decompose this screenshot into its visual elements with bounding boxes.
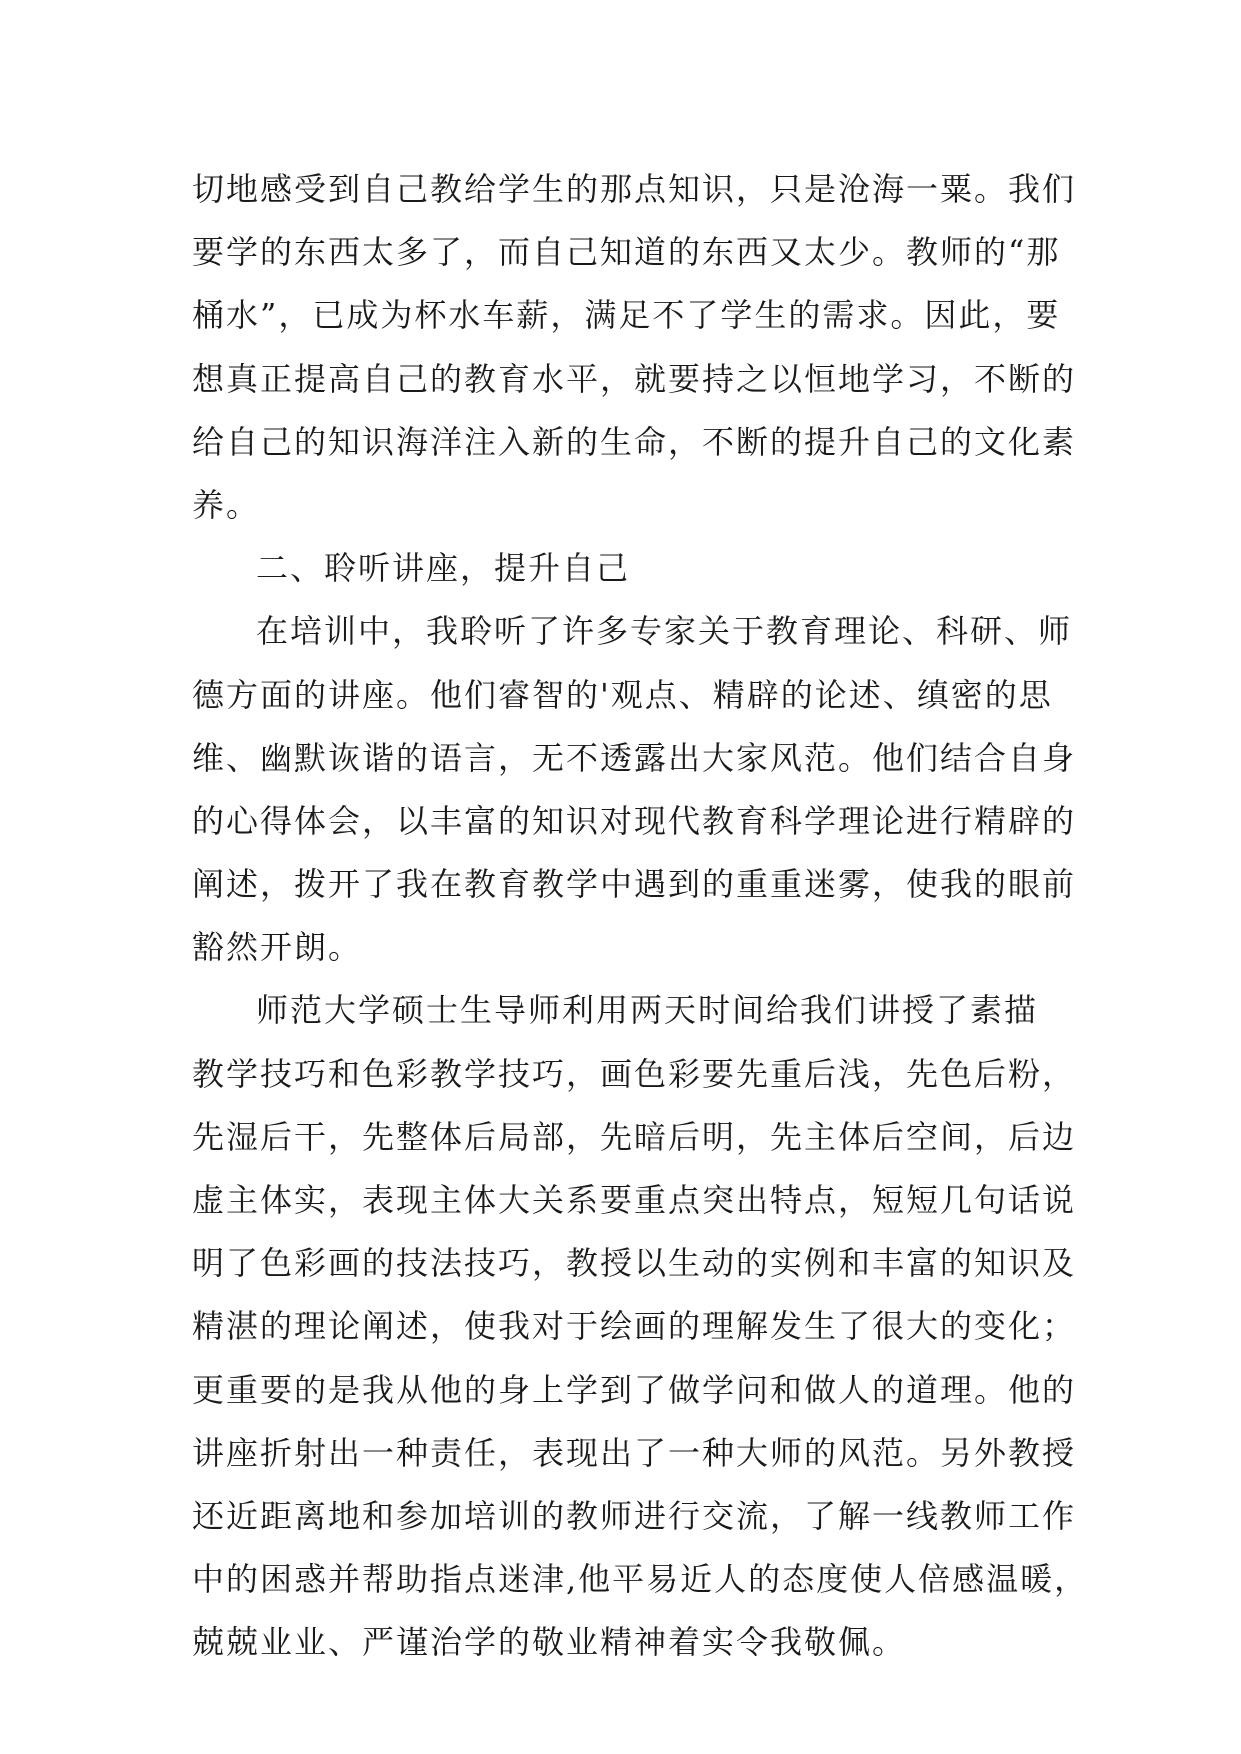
text-line: 要学的东西太多了，而自己知道的东西又太少。教师的“那 (192, 233, 1061, 272)
text-line: 养。 (192, 485, 261, 524)
text-line: 桶水”，已成为杯水车薪，满足不了学生的需求。因此，要 (192, 296, 1061, 335)
text-line: 豁然开朗。 (192, 928, 363, 967)
text-line: 切地感受到自己教给学生的那点知识，只是沧海一粟。我们 (192, 170, 1077, 208)
text-line: 想真正提高自己的教育水平，就要持之以恒地学习，不断的 (192, 359, 1077, 398)
text-line: 德方面的讲座。他们睿智的'观点、精辟的论述、缜密的思 (192, 675, 1053, 714)
text-line: 更重要的是我从他的身上学到了做学问和做人的道理。他的 (192, 1370, 1077, 1409)
text-line: 在培训中，我聆听了许多专家关于教育理论、科研、师 (256, 612, 1073, 651)
text-line: 维、幽默诙谐的语言，无不透露出大家风范。他们结合自身 (192, 738, 1077, 777)
text-line: 阐述，拨开了我在教育教学中遇到的重重迷雾，使我的眼前 (192, 865, 1077, 904)
document-body (192, 158, 1089, 1675)
text-line: 的心得体会，以丰富的知识对现代教育科学理论进行精辟的 (192, 801, 1077, 840)
text-line: 讲座折射出一种责任，表现出了一种大师的风范。另外教授 (192, 1433, 1077, 1472)
text-line: 教学技巧和色彩教学技巧，画色彩要先重后浅，先色后粉， (192, 1054, 1077, 1093)
text-line: 先湿后干，先整体后局部，先暗后明，先主体后空间，后边 (192, 1117, 1077, 1156)
text-line: 中的困惑并帮助指点迷津,他平易近人的态度使人倍感温暖， (192, 1560, 1089, 1599)
text-line: 师范大学硕士生导师利用两天时间给我们讲授了素描 (256, 991, 1039, 1030)
text-line: 给自己的知识海洋注入新的生命，不断的提升自己的文化素 (192, 422, 1077, 461)
text-line: 二、聆听讲座，提升自己 (256, 549, 631, 588)
text-line: 还近距离地和参加培训的教师进行交流，了解一线教师工作 (192, 1496, 1077, 1535)
text-line: 精湛的理论阐述，使我对于绘画的理解发生了很大的变化； (192, 1307, 1077, 1346)
text-line: 虚主体实，表现主体大关系要重点突出特点，短短几句话说 (192, 1181, 1077, 1219)
text-line: 兢兢业业、严谨治学的敬业精神着实令我敬佩。 (192, 1623, 907, 1662)
text-line: 明了色彩画的技法技巧，教授以生动的实例和丰富的知识及 (192, 1244, 1077, 1283)
